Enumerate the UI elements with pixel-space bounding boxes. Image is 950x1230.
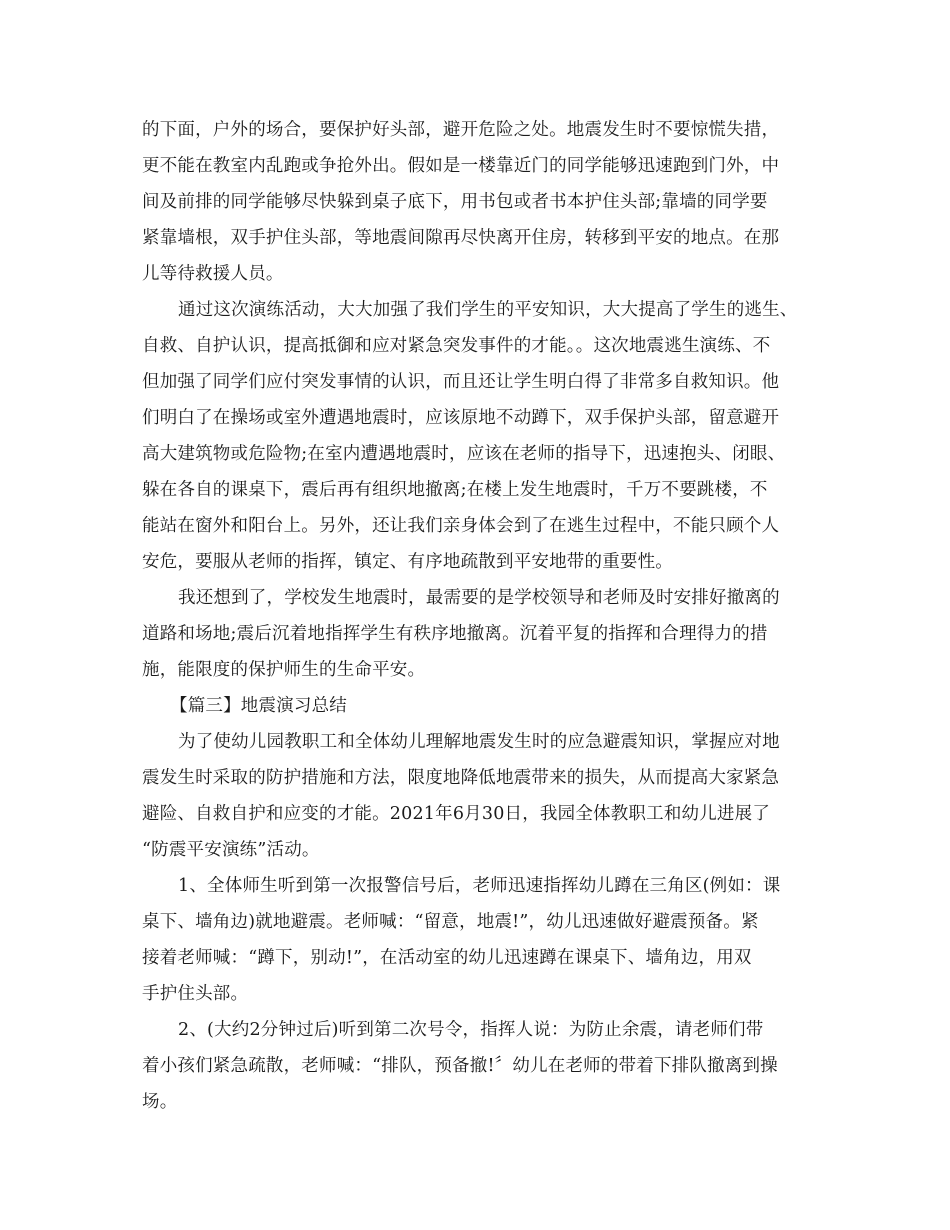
body-text-line: 着小孩们紧急疏散，老师喊：“排队，预备撤!〞幼儿在老师的带着下排队撤离到操 (142, 1056, 778, 1076)
body-text-line: 手护住头部。 (142, 984, 249, 1004)
body-text-line: 自救、自护认识，提高抵御和应对紧急突发事件的才能。。这次地震逃生演练、不 (142, 336, 771, 356)
body-text-line: 们明白了在操场或室外遭遇地震时，应该原地不动蹲下，双手保护头部，留意避开 (142, 408, 780, 428)
body-text-line: 能站在窗外和阳台上。另外，还让我们亲身体会到了在逃生过程中，不能只顾个人 (142, 516, 780, 536)
section-heading: 【篇三】地震演习总结 (170, 696, 347, 716)
body-text-line: 安危，要服从老师的指挥，镇定、有序地疏散到平安地带的重要性。 (142, 552, 673, 572)
paragraph-start-line: 2、(大约2分钟过后)听到第二次号令，指挥人说：为防止余震，请老师们带 (178, 1020, 764, 1040)
body-text-line: 场。 (142, 1092, 178, 1112)
body-text-line: 接着老师喊：“蹲下，别动!”，在活动室的幼儿迅速蹲在课桌下、墙角边，用双 (142, 948, 752, 968)
body-text-line: 但加强了同学们应付突发事情的认识，而且还让学生明白得了非常多自救知识。他 (142, 372, 780, 392)
paragraph-start-line: 1、全体师生听到第一次报警信号后，老师迅速指挥幼儿蹲在三角区(例如：课 (178, 876, 781, 896)
body-text-line: 避险、自救自护和应变的才能。2021年6月30日，我园全体教职工和幼儿进展了 (142, 804, 771, 824)
body-text-line: 桌下、墙角边)就地避震。老师喊：“留意，地震!”，幼儿迅速做好避震预备。紧 (142, 912, 759, 932)
paragraph-start-line: 通过这次演练活动，大大加强了我们学生的平安知识，大大提高了学生的逃生、 (178, 300, 798, 320)
body-text-line: 躲在各自的课桌下，震后再有组织地撤离;在楼上发生地震时，千万不要跳楼，不 (142, 480, 768, 500)
body-text-line: 施，能限度的保护师生的生命平安。 (142, 660, 426, 680)
body-text-line: 儿等待救援人员。 (142, 264, 284, 284)
body-text-line: “防震平安演练”活动。 (142, 840, 320, 860)
body-text-line: 更不能在教室内乱跑或争抢外出。假如是一楼靠近门的同学能够迅速跑到门外，中 (142, 156, 780, 176)
body-text-line: 震发生时采取的防护措施和方法，限度地降低地震带来的损失，从而提高大家紧急 (142, 768, 780, 788)
paragraph-start-line: 我还想到了，学校发生地震时，最需要的是学校领导和老师及时安排好撤离的 (178, 588, 780, 608)
body-text-line: 紧靠墙根，双手护住头部，等地震间隙再尽快离开住房，转移到平安的地点。在那 (142, 228, 780, 248)
body-text-line: 道路和场地;震后沉着地指挥学生有秩序地撤离。沉着平复的指挥和合理得力的措 (142, 624, 768, 644)
paragraph-start-line: 为了使幼儿园教职工和全体幼儿理解地震发生时的应急避震知识，掌握应对地 (178, 732, 780, 752)
body-text-line: 高大建筑物或危险物;在室内遭遇地震时，应该在老师的指导下，迅速抱头、闭眼、 (142, 444, 786, 464)
body-text-line: 的下面，户外的场合，要保护好头部，避开危险之处。地震发生时不要惊慌失措， (142, 120, 780, 140)
body-text-line: 间及前排的同学能够尽快躲到桌子底下，用书包或者书本护住头部;靠墙的同学要 (142, 192, 768, 212)
